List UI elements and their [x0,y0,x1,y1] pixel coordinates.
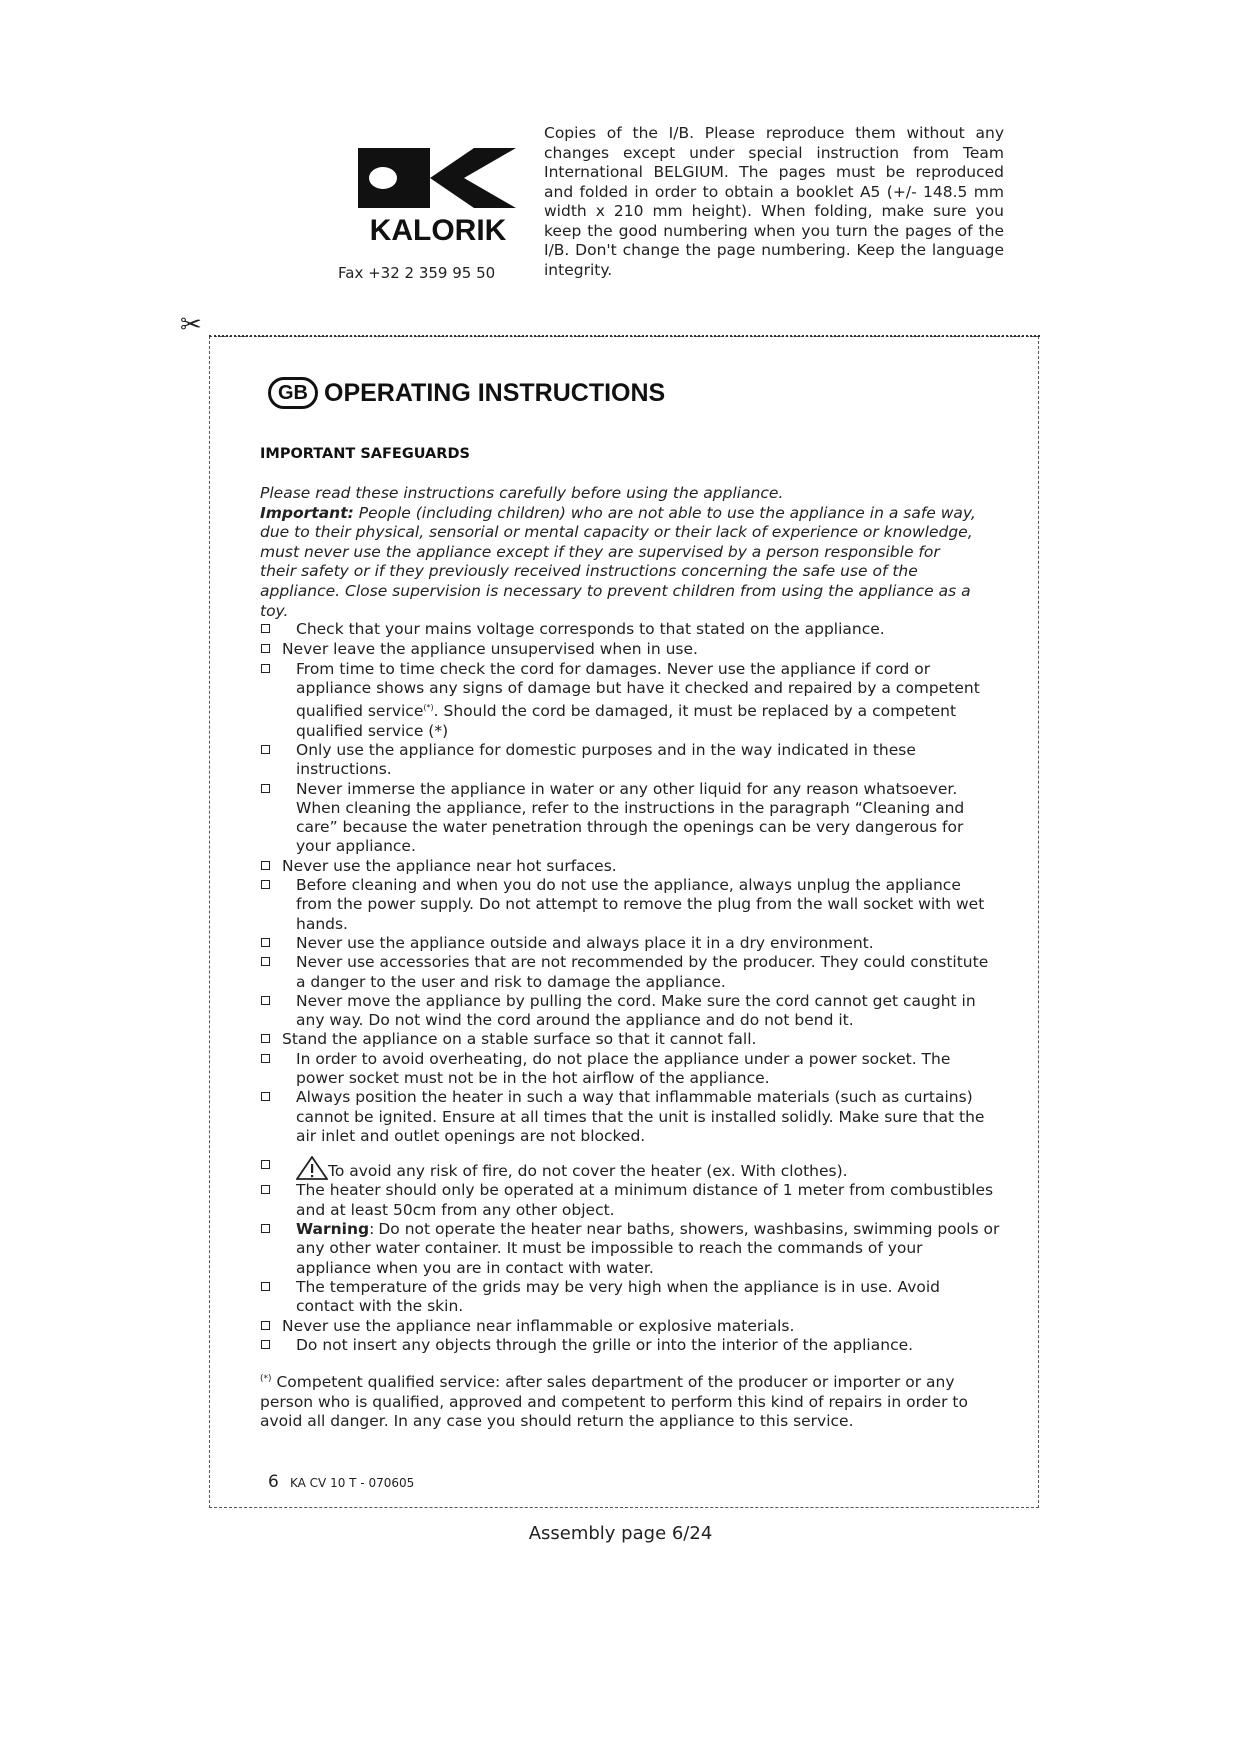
warning-icon [296,1156,328,1180]
list-item-text: Only use the appliance for domestic purposes and in the way indicated in these instructions. [296,740,916,779]
list-item [260,1278,1000,1317]
checkbox-icon [261,624,270,633]
kalorik-logo-mark [356,146,520,220]
list-item-text: To avoid any risk of fire, do not cover the heater (ex. With clothes). [328,1162,848,1181]
checkbox-icon [261,1160,270,1169]
logo-wordmark: KALORIK [369,214,507,247]
checkbox-icon [261,880,270,889]
list-item-text: Do not insert any objects through the grille or into the interior of the appliance. [296,1335,914,1354]
checkbox-icon [261,745,270,754]
checkbox-icon [261,861,270,870]
important-text: People (including children) who are not able to use the appliance in a safe way, due to their physical, sensorial or mental capacity or their lack of experience or knowledge, must never use the appliance except if they are supervised by a person responsible for their safety or if they previously received instructions concerning the safe use of the appliance. Close supervision is necessary to prevent children from using the appliance as a toy. [260,503,976,620]
list-item-text: . Should the cord be damaged, it must be replaced by a competent qualified service (*) [296,702,957,740]
important-label: Important: [260,503,354,522]
checkbox-icon [261,664,270,673]
list-item-text: Never use the appliance near hot surfaces. [282,856,617,875]
list-item [260,934,1000,953]
list-item-text: In order to avoid overheating, do not place the appliance under a power socket. The power socket must not be in the hot airflow of the appliance. [296,1049,951,1087]
list-item-text: Never use the appliance outside and always place it in a dry environment. [296,933,874,952]
kalorik-logo [356,146,520,246]
checkbox-icon [261,1321,270,1330]
section-heading: IMPORTANT SAFEGUARDS [260,446,470,462]
reproduction-notice: Copies of the I/B. Please reproduce them without any changes except under special instruction from Team International BELGIUM. The pages must be reproduced and folded in order to obtain a booklet A5 (+/- 148.5 mm width x 210 mm height). When folding, make sure you keep the good numbering when you turn the pages of the I/B. Don't change the page numbering. Keep the language integrity. [544,124,1004,279]
list-item [260,741,1000,780]
checkbox-icon [261,938,270,947]
language-badge: GB [268,377,318,409]
list-item [260,876,1000,934]
checkbox-icon [261,1034,270,1043]
list-item-text: Always position the heater in such a way that inflammable materials (such as curtains) cannot be ignited. Ensure at all times that the unit is installed solidly. Make sure that the air inlet and outlet openings are not blocked. [296,1088,985,1145]
fax-number: Fax +32 2 359 95 50 [338,264,496,282]
checkbox-icon [261,996,270,1005]
list-item [260,640,1000,659]
checkbox-icon [261,1224,270,1233]
list-item [260,953,1000,992]
list-item-text: Never use the appliance near inflammable or explosive materials. [282,1316,795,1335]
list-item-text: Stand the appliance on a stable surface so that it cannot fall. [282,1030,757,1049]
checkbox-icon [261,1092,270,1101]
footnote [260,1370,980,1432]
checkbox-icon [261,1185,270,1194]
checkbox-icon [261,644,270,653]
list-item [260,1088,1000,1146]
list-item-text: The temperature of the grids may be very high when the appliance is in use. Avoid contact with the skin. [296,1277,940,1316]
list-item [260,660,1000,741]
assembly-page-label: Assembly page 6/24 [528,1523,713,1544]
footnote-marker: (*) [260,1374,272,1384]
footnote-marker: (*) [423,703,434,713]
list-item-text: Before cleaning and when you do not use the appliance, always unplug the appliance from the power supply. Do not attempt to remove the plug from the wall socket with wet hands. [296,876,985,933]
safeguards-list [260,620,1000,1355]
intro-paragraph [260,484,980,621]
document-reference: KA CV 10 T - 070605 [290,1476,415,1490]
list-item-text: The heater should only be operated at a minimum distance of 1 meter from combustibles and at least 50cm from any other object. [296,1181,994,1219]
important-paragraph [260,504,980,622]
list-item-text: Check that your mains voltage corresponds to that stated on the appliance. [296,620,885,638]
page-title-text: OPERATING INSTRUCTIONS [324,378,666,407]
list-item [260,620,1000,639]
list-item [260,992,1000,1031]
page-title [268,376,665,410]
scissors-icon: ✂ [180,310,202,340]
checkbox-icon [261,1282,270,1291]
list-item [260,1317,1000,1336]
list-item-text: Never leave the appliance unsupervised when in use. [282,640,698,659]
intro-line: Please read these instructions carefully before using the appliance. [260,484,784,502]
list-item: Warning: Do not operate the heater near baths, showers, washbasins, swimming pools or any other water container. It must be impossible to reach the commands of your appliance when you are in contact with water. [260,1220,1000,1278]
list-item-text: From time to time check the cord for damages. Never use the appliance if cord or appliance shows any signs of damage but have it checked and repaired by a competent qualified service [296,659,980,721]
warning-label: Warning [296,1220,370,1239]
list-item-text: Never immerse the appliance in water or any other liquid for any reason whatsoever. When cleaning the appliance, refer to the instructions in the paragraph “Cleaning and care” because the water penetration through the openings can be very dangerous for your appliance. [296,779,965,856]
checkbox-icon [261,784,270,793]
list-item-text: Do not operate the heater near baths, showers, washbasins, swimming pools or any other water container. It must be impossible to reach the commands of your appliance when you are in contact with water. [296,1220,1000,1277]
list-item-text: Never move the appliance by pulling the cord. Make sure the cord cannot get caught in any way. Do not wind the cord around the appliance and do not bend it. [296,991,976,1030]
checkbox-icon [261,957,270,966]
list-item [260,1050,1000,1089]
footnote-text: Competent qualified service: after sales department of the producer or importer or any person who is qualified, approved and competent to perform this kind of repairs in order to avoid all danger. In any case you should return the appliance to this service. [260,1373,968,1431]
checkbox-icon [261,1054,270,1063]
list-item [260,857,1000,876]
list-item [260,1030,1000,1049]
checkbox-icon [261,1340,270,1349]
page-number: 6 [268,1472,279,1492]
cut-line [209,335,1040,339]
list-item [260,1181,1000,1220]
list-item [260,1156,1000,1181]
list-item [260,780,1000,857]
list-item-text: Never use accessories that are not recommended by the producer. They could constitute a danger to the user and risk to damage the appliance. [296,953,989,991]
list-item [260,1336,1000,1355]
